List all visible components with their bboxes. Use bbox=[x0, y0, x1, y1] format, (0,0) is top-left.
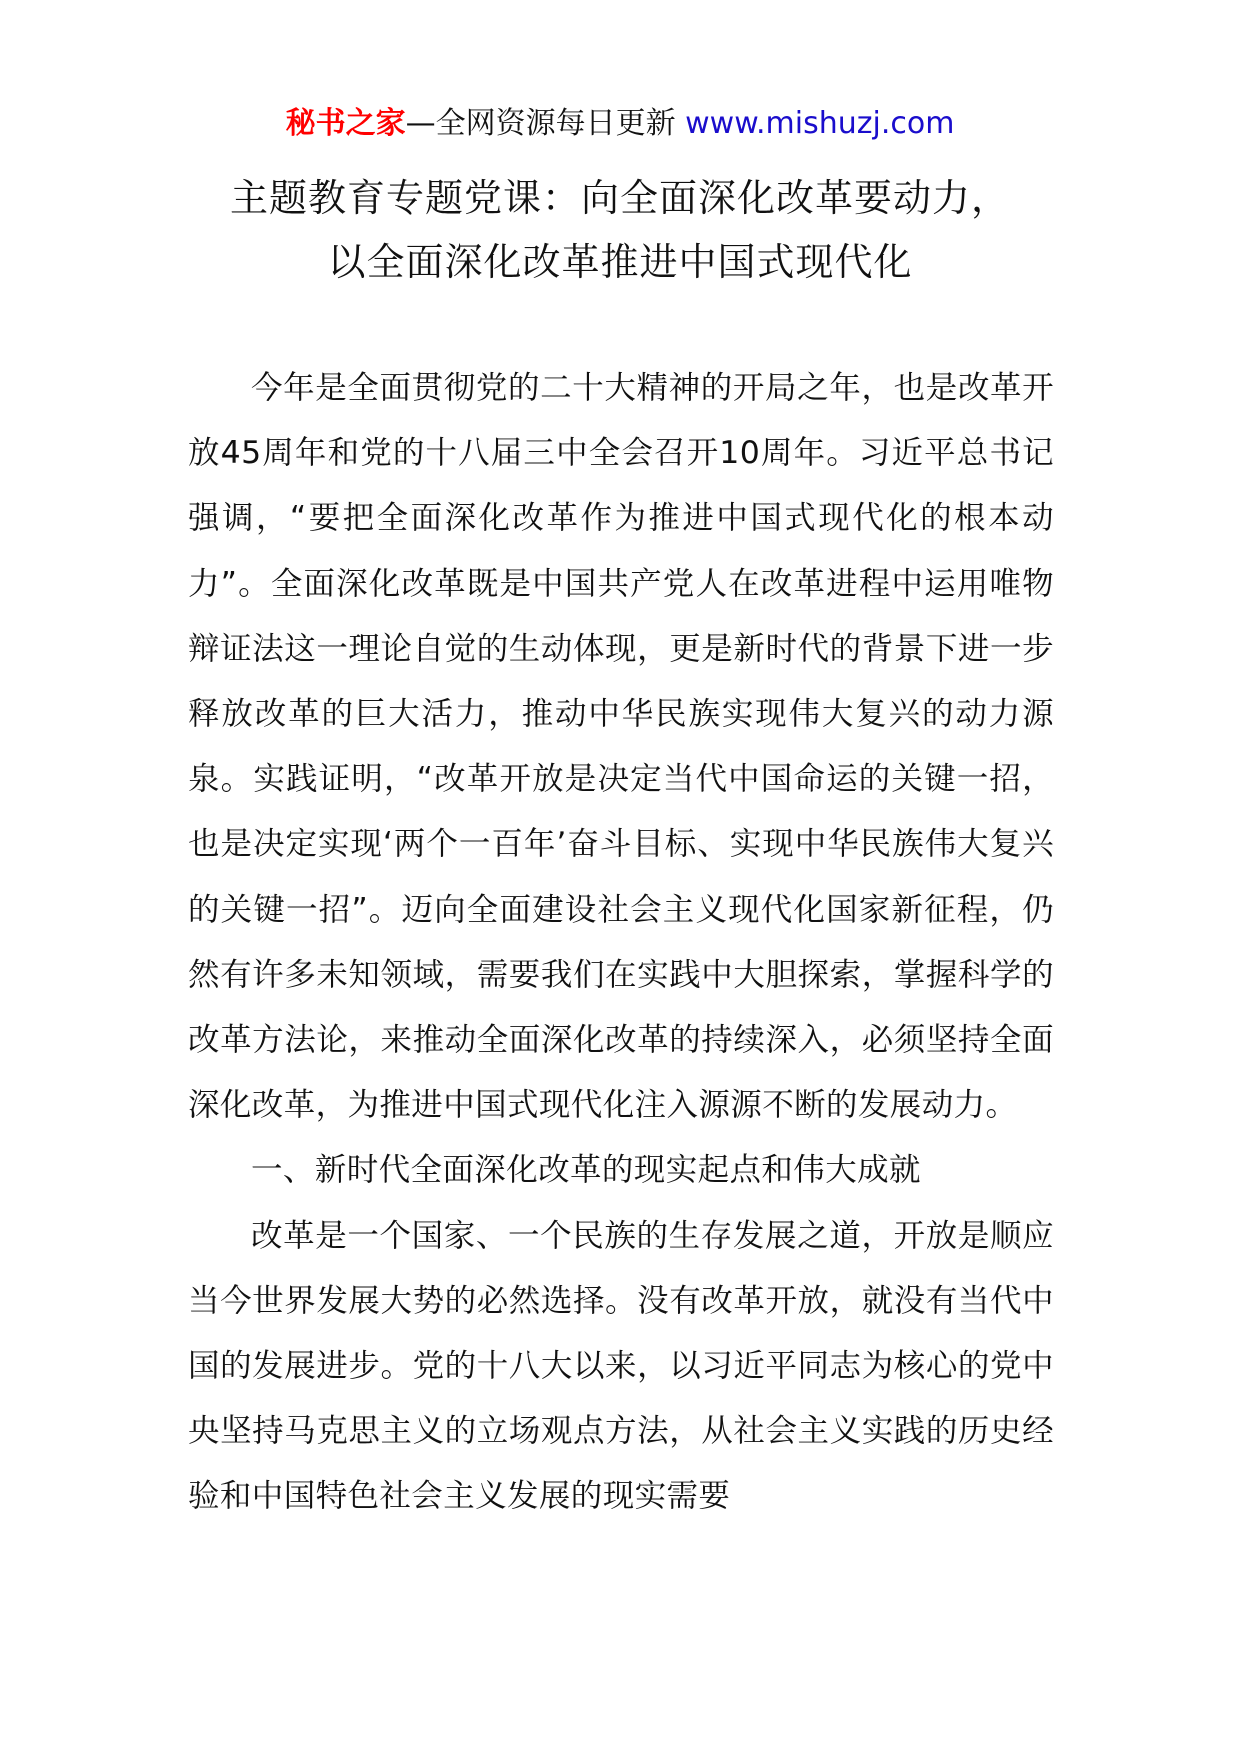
site-url-link[interactable]: www.mishuzj.com bbox=[685, 106, 955, 141]
site-header bbox=[0, 102, 1240, 146]
section-heading: 一、新时代全面深化改革的现实起点和伟大成就 bbox=[251, 1152, 921, 1189]
intro-paragraph: 今年是全面贯彻党的二十大精神的开局之年，也是改革开放45周年和党的十八届三中全会召开10周年。习近平总书记强调，“要把全面深化改革作为推进中国式现代化的根本动力”。全面深化改革既是中国共产党人在改革进程中运用唯物辩证法这一理论自觉的生动体现，更是新时代的背景下进一步释放改革的巨大活力，推动中华民族实现伟大复兴的动力源泉。实践证明，“改革开放是决定当代中国命运的关键一招，也是决定实现‘两个一百年’奋斗目标、实现中华民族伟大复兴的关键一招”。迈向全面建设社会主义现代化国家新征程，仍然有许多未知领域，需要我们在实践中大胆探索，掌握科学的改革方法论，来推动全面深化改革的持续深入，必须坚持全面深化改革，为推进中国式现代化注入源源不断的发展动力。 bbox=[188, 370, 1054, 1124]
section-paragraph: 改革是一个国家、一个民族的生存发展之道，开放是顺应当今世界发展大势的必然选择。没有改革开放，就没有当代中国的发展进步。党的十八大以来，以习近平同志为核心的党中央坚持马克思主义的立场观点方法，从社会主义实践的历史经验和中国特色社会主义发展的现实需要 bbox=[188, 1217, 1054, 1515]
document-body bbox=[188, 356, 1054, 1530]
title-line-2: 以全面深化改革推进中国式现代化 bbox=[327, 240, 913, 284]
brand-name: 秘书之家 bbox=[285, 106, 406, 141]
document-title bbox=[0, 166, 1240, 294]
header-tagline: —全网资源每日更新 bbox=[405, 106, 686, 141]
title-line-1: 主题教育专题党课：向全面深化改革要动力， bbox=[229, 176, 1010, 220]
